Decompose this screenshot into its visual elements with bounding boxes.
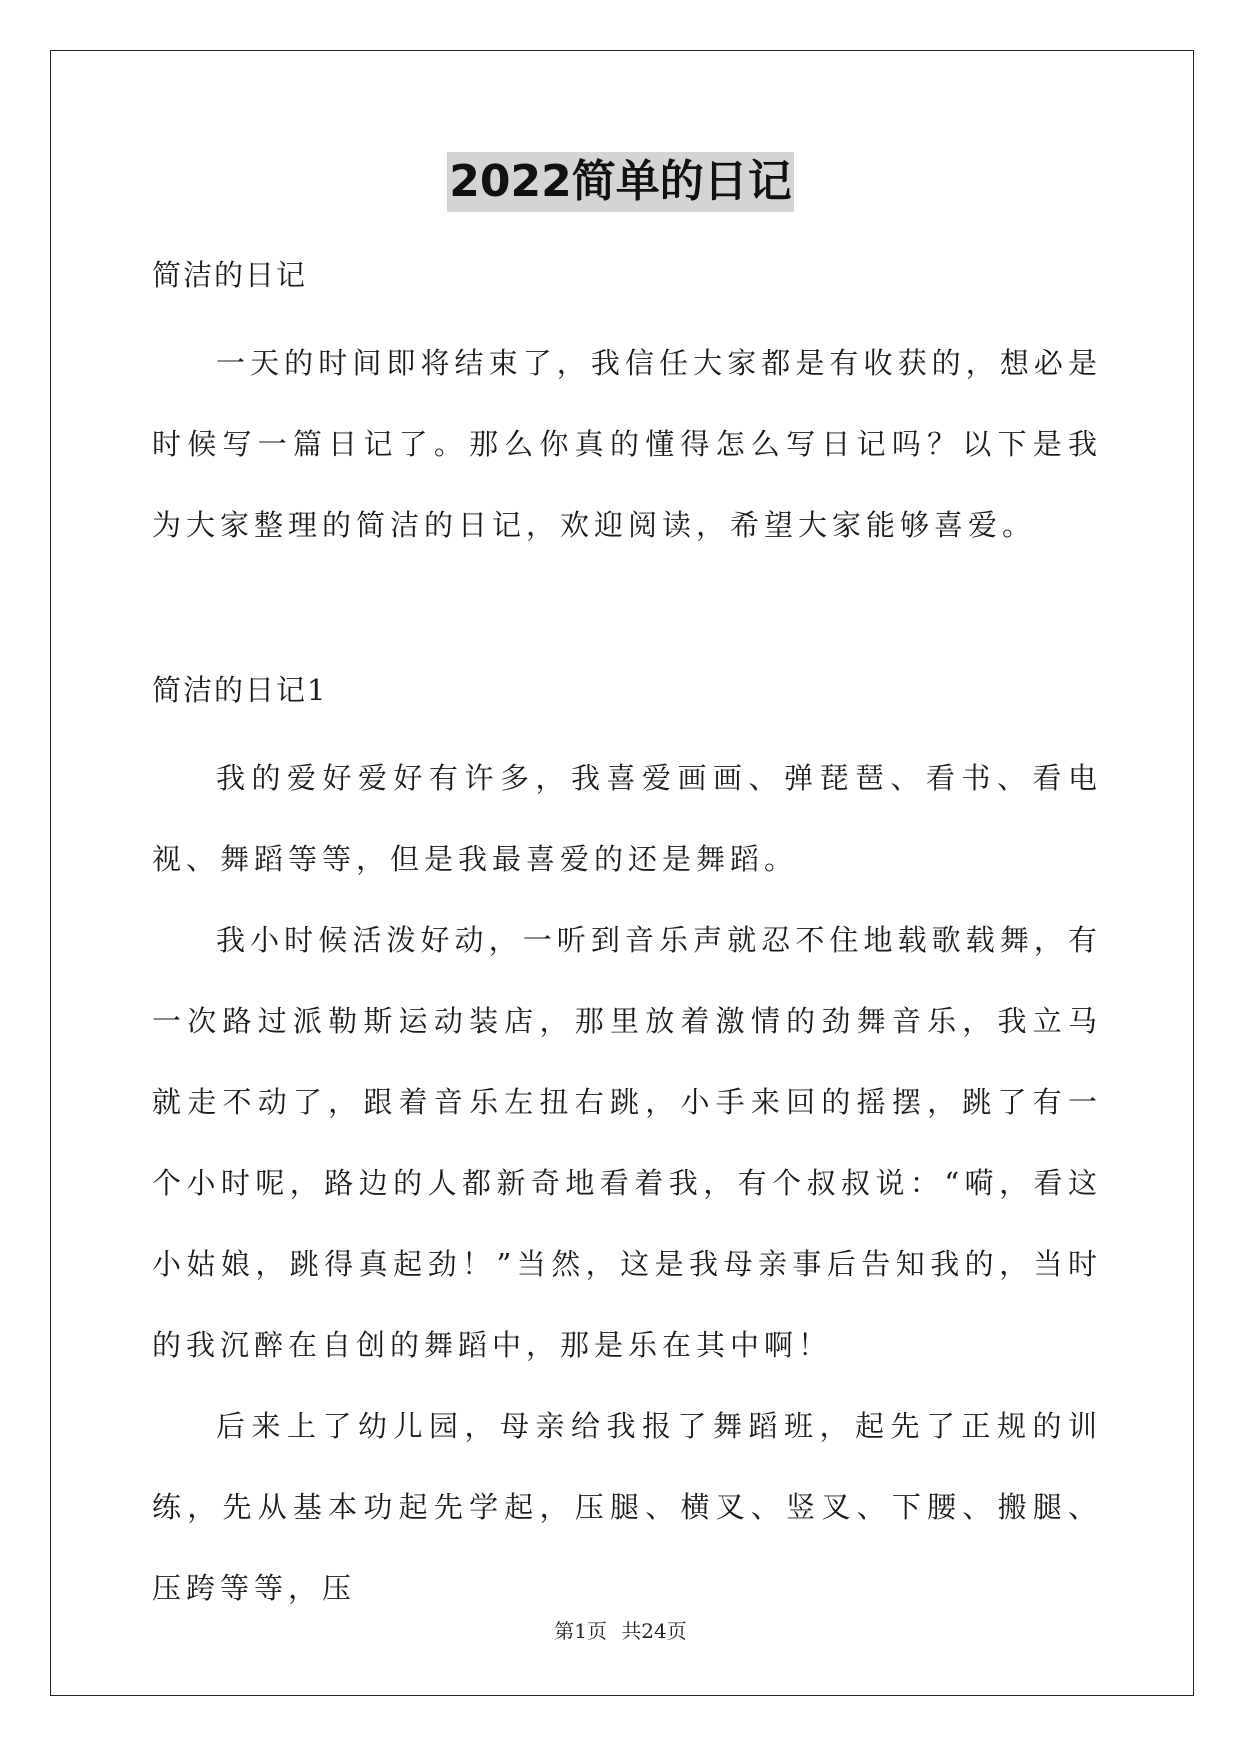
section-heading: 简洁的日记1 bbox=[152, 673, 328, 707]
page-total: 共24页 bbox=[621, 1619, 687, 1643]
page-number: 第1页 bbox=[554, 1619, 607, 1643]
body-paragraph: 我的爱好爱好有许多，我喜爱画画、弹琵琶、看书、看电视、舞蹈等等，但是我最喜爱的还是舞蹈。 bbox=[152, 761, 1102, 876]
document-body bbox=[152, 255, 1102, 1629]
intro-paragraph: 一天的时间即将结束了，我信任大家都是有收获的，想必是时候写一篇日记了。那么你真的懂得怎么写日记吗？以下是我为大家整理的简洁的日记，欢迎阅读，希望大家能够喜爱。 bbox=[152, 346, 1102, 542]
document-title: 2022简单的日记 bbox=[447, 152, 793, 212]
body-paragraph: 后来上了幼儿园，母亲给我报了舞蹈班，起先了正规的训练，先从基本功起先学起，压腿、横叉、竖叉、下腰、搬腿、压跨等等，压 bbox=[152, 1409, 1102, 1605]
intro-heading: 简洁的日记 bbox=[152, 258, 308, 292]
body-paragraph: 我小时候活泼好动，一听到音乐声就忍不住地载歌载舞，有一次路过派勒斯运动装店，那里放着激情的劲舞音乐，我立马就走不动了，跟着音乐左扭右跳，小手来回的摇摆，跳了有一个小时呢，路边的人都新奇地看着我，有个叔叔说：“嗬，看这小姑娘，跳得真起劲！”当然，这是我母亲事后告知我的，当时的我沉醉在自创的舞蹈中，那是乐在其中啊！ bbox=[152, 923, 1102, 1362]
title-container bbox=[0, 152, 1241, 212]
page-footer bbox=[0, 1618, 1241, 1644]
